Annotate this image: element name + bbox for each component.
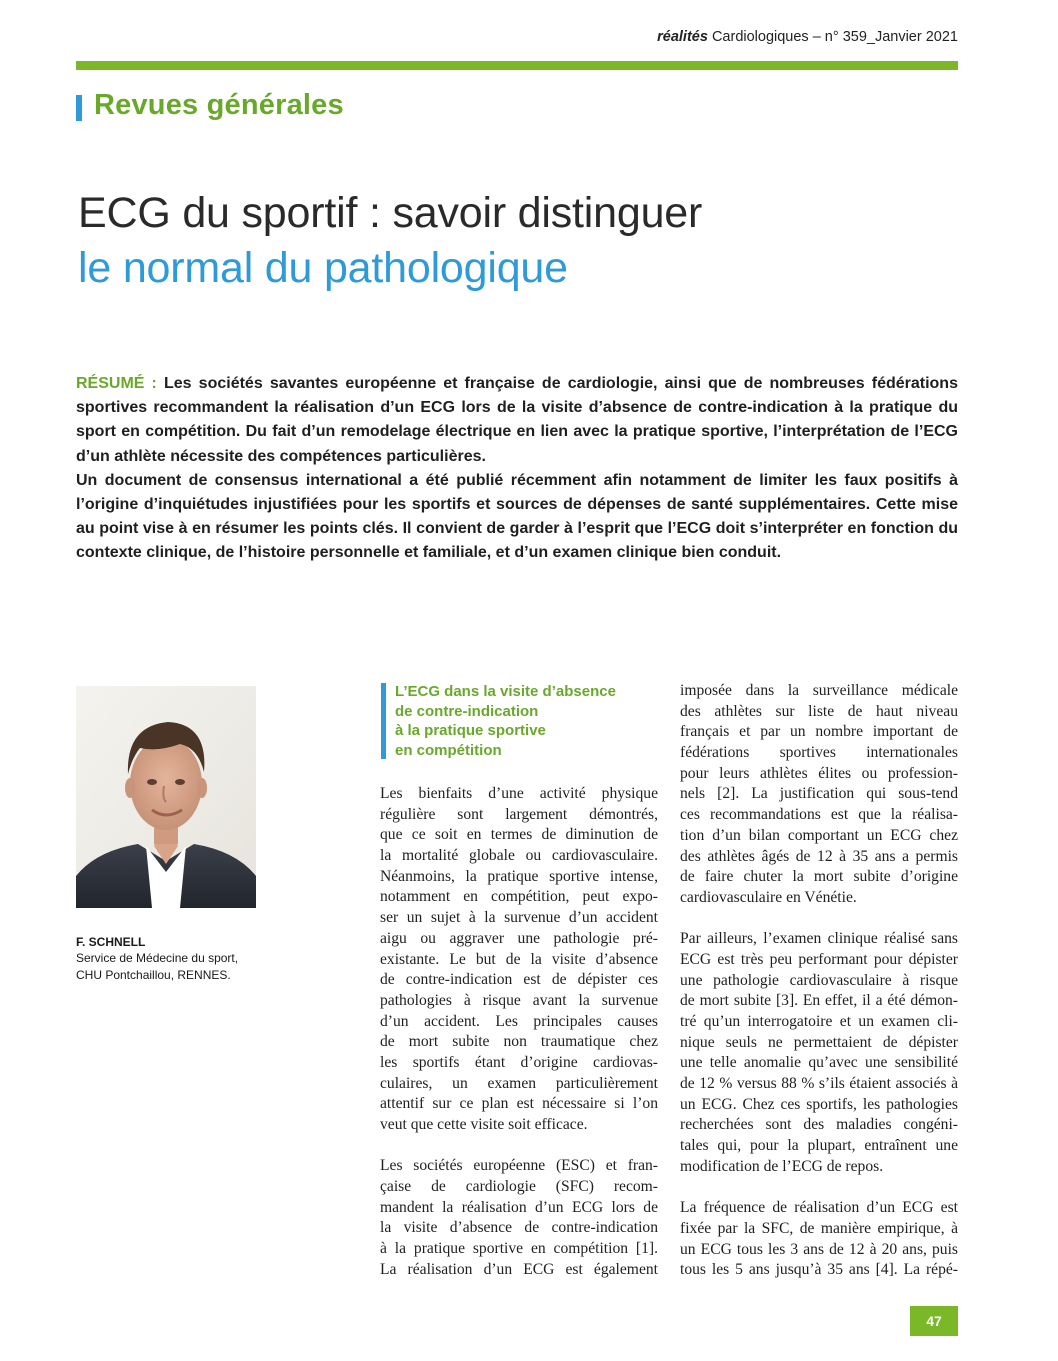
body-column-right <box>680 681 958 1281</box>
abstract-text-1: Les sociétés savantes européenne et française de cardiologie, ainsi que de nombreuses fédérations sportives recommandent la réalisation d’un ECG lors de la visite d’absence de contre-indication à la pratique du sport en compétition. Du fait d’un remodelage électrique en lien avec la pratique sportive, l’interprétation de l’ECG d’un athlète nécessite des compétences particulières. <box>76 375 958 465</box>
body-text-line: nels [2]. La justification qui sous-tend <box>680 785 958 803</box>
body-text-line: une pathologie cardiovasculaire à risque <box>680 971 958 989</box>
author-portrait-image <box>76 686 256 908</box>
section-title: Revues générales <box>94 89 344 121</box>
body-text-line: ces recommandations est que la réalisa- <box>680 806 958 824</box>
body-text-line: notamment en compétition, peut expo- <box>380 888 658 906</box>
body-text-line: fixée par la SFC, de manière empirique, à <box>680 1219 958 1237</box>
body-text-line: aigu ou aggraver une pathologie pré- <box>380 929 658 947</box>
body-text-line: régulière sont largement démontrés, <box>380 805 658 823</box>
body-text-line: tales qui, pour la plupart, entraînent une <box>680 1137 958 1155</box>
body-text-line: à la pratique sportive en compétition [1]. <box>380 1240 658 1258</box>
body-text-line: un ECG. Chez ces sportifs, les pathologies <box>680 1095 958 1113</box>
body-text-line: d’un accident. Les principales causes <box>380 1012 658 1030</box>
body-column-left <box>380 784 658 1281</box>
body-text-line: çaise de cardiologie (SFC) recom- <box>380 1178 658 1196</box>
body-text-line: attentif sur ce plan est nécessaire si l’on <box>380 1095 658 1113</box>
author-affiliation-line-2: CHU Pontchaillou, RENNES. <box>76 968 231 982</box>
paragraph-gap <box>380 1136 658 1157</box>
body-text-line: modification de l’ECG de repos. <box>680 1157 884 1175</box>
author-affiliation <box>76 950 238 984</box>
body-text-line: pathologies à risque avant la survenue <box>380 991 658 1009</box>
body-text-line: une telle anomalie qu’avec une sensibilité <box>680 1054 958 1072</box>
author-name: F. SCHNELL <box>76 935 146 949</box>
body-text-line: recherchées sont des maladies congéni- <box>680 1116 958 1134</box>
abstract-paragraph-1 <box>76 372 958 469</box>
body-text-line: La réalisation d’un ECG est également <box>380 1260 658 1278</box>
subheading-line: en compétition <box>395 741 502 759</box>
body-text-line: tous les 5 ans jusqu’à 35 ans [4]. La répé- <box>680 1261 958 1279</box>
subheading-line: de contre-indication <box>395 702 539 720</box>
abstract-label: RÉSUMÉ : <box>76 375 157 392</box>
body-text-line: culaires, un examen particulièrement <box>380 1074 658 1092</box>
page-number: 47 <box>910 1306 958 1336</box>
body-text-line: La fréquence de réalisation d’un ECG est <box>680 1199 958 1217</box>
body-text-line: de 12 % versus 88 % s’ils étaient associés à <box>680 1075 958 1093</box>
body-text-line: tion d’un bilan comportant un ECG chez <box>680 826 958 844</box>
paragraph-gap <box>680 1178 958 1199</box>
body-text-line: Les bienfaits d’une activité physique <box>380 785 658 802</box>
header-brand: réalités <box>657 29 708 45</box>
top-green-rule <box>76 61 958 70</box>
body-text-line: ser un sujet à la survenue d’un accident <box>380 909 658 927</box>
body-text-line: Par ailleurs, l’examen clinique réalisé sans <box>680 930 958 948</box>
body-text-line: nique seuls ne permettaient de dépister <box>680 1033 958 1051</box>
body-text-line: tré qu’un interrogatoire et un examen cli- <box>680 1013 958 1030</box>
body-text-line: fédérations sportives internationales <box>680 744 958 762</box>
body-text-line: de mort subite non traumatique chez <box>380 1033 658 1051</box>
body-text-line: des athlètes sur liste de haut niveau <box>680 702 958 720</box>
subheading-line: à la pratique sportive <box>395 722 546 739</box>
body-text-line: que ce soit en termes de diminution de <box>380 826 658 844</box>
body-text-line: des athlètes âgés de 12 à 35 ans a permis <box>680 847 958 865</box>
body-text-line: mandent la réalisation d’un ECG lors de <box>380 1198 658 1216</box>
article-title-line-1: ECG du sportif : savoir distinguer <box>78 189 703 237</box>
body-text-line: ECG est très peu performant pour dépister <box>680 950 958 968</box>
header-issue: – n° 359_Janvier 2021 <box>812 29 958 45</box>
body-text-line: imposée dans la surveillance médicale <box>680 682 958 699</box>
body-text-line: pour leurs athlètes élites ou profession- <box>680 764 958 782</box>
running-header <box>657 29 958 45</box>
subheading-line: L’ECG dans la visite d’absence <box>395 683 616 700</box>
body-text-line: Les sociétés européenne (ESC) et fran- <box>380 1157 658 1175</box>
body-text-line: cardiovasculaire en Vénétie. <box>680 888 857 906</box>
section-marker-bar <box>76 95 82 121</box>
body-text-line: la visite d’absence de contre-indication <box>380 1219 658 1237</box>
body-text-line: de faire chuter la mort subite d’origine <box>680 868 958 886</box>
abstract-paragraph-2: Un document de consensus international a été publié récemment afin notamment de limiter les faux positifs à l’origine d’inquiétudes injustifiées pour les sportifs et sources de dépenses de santé supplémentaires. Cette mise au point vise à en résumer les points clés. Il convient de garder à l’esprit que l’ECG doit s’interpréter en fonction du contexte clinique, de l’histoire personnelle et familiale, et d’un examen clinique bien conduit. <box>76 471 958 562</box>
author-affiliation-line-1: Service de Médecine du sport, <box>76 951 239 965</box>
body-text-line: veut que cette visite soit efficace. <box>380 1116 588 1133</box>
author-photo <box>76 686 256 908</box>
body-text-line: un ECG tous les 3 ans de 12 à 20 ans, puis <box>680 1240 958 1258</box>
header-journal: Cardiologiques <box>711 29 809 45</box>
body-text-line: existante. Le but de la visite d’absence <box>380 950 658 968</box>
body-text-line: Néanmoins, la pratique sportive intense, <box>380 867 658 885</box>
abstract <box>76 372 958 566</box>
article-title-line-2: le normal du pathologique <box>78 244 568 292</box>
body-text-line: de contre-indication est de dépister ces <box>380 971 658 989</box>
subheading-marker-bar <box>381 683 386 759</box>
subheading <box>395 682 665 760</box>
body-text-line: la mortalité globale ou cardiovasculaire. <box>380 847 658 865</box>
body-text-line: de mort subite [3]. En effet, il a été démon- <box>680 992 958 1010</box>
body-text-line: français et par un nombre important de <box>680 723 958 741</box>
paragraph-gap <box>680 909 958 930</box>
body-text-line: les sportifs étant d’origine cardiovas- <box>380 1053 658 1071</box>
